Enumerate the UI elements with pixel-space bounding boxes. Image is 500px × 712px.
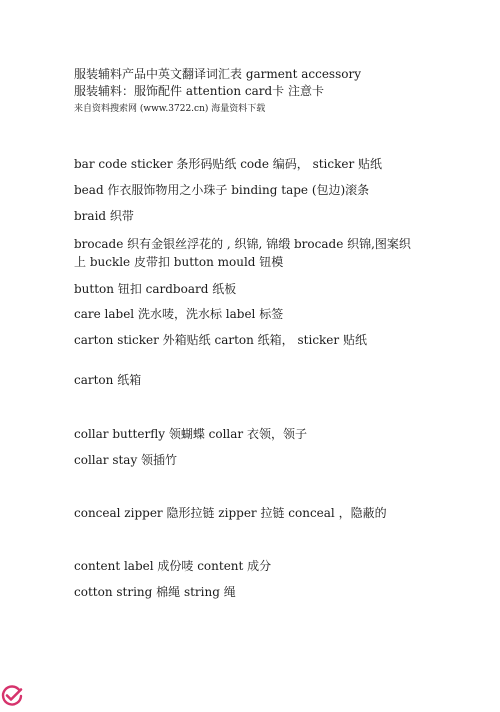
- entry-carton-sticker: carton sticker 外箱贴纸 carton 纸箱， sticker 贴纸: [74, 333, 367, 347]
- entry-braid: braid 织带: [74, 209, 134, 223]
- source-line: 来自资料搜索网 (www.3722.cn) 海量资料下载: [74, 104, 266, 114]
- check-circle-icon: [0, 684, 24, 708]
- entry-bead: bead 作衣服饰物用之小珠子 binding tape (包边)滚条: [74, 183, 370, 197]
- entry-button: button 钮扣 cardboard 纸板: [74, 282, 237, 296]
- entry-carton: carton 纸箱: [74, 373, 142, 387]
- entry-brocade: brocade 织有金银丝浮花的 , 织锦, 锦缎 brocade 织锦,图案织上 buckle 皮带扣 button mould 钮模: [74, 237, 411, 269]
- entry-collar-stay: collar stay 领插竹: [74, 453, 178, 467]
- entry-cotton-string: cotton string 棉绳 string 绳: [74, 585, 236, 599]
- entry-collar-butterfly: collar butterfly 领蝴蝶 collar 衣领，领子: [74, 427, 307, 441]
- document-title-line-2: 服装辅料：服饰配件 attention card卡 注意卡: [74, 84, 324, 98]
- entry-conceal-zipper: conceal zipper 隐形拉链 zipper 拉链 conceal ，隐蔽的: [74, 506, 387, 520]
- entry-care-label: care label 洗水唛，洗水标 label 标签: [74, 307, 284, 321]
- document-title-line-1: 服装辅料产品中英文翻译词汇表 garment accessory: [74, 67, 361, 81]
- entry-bar-code-sticker: bar code sticker 条形码贴纸 code 编码， sticker 贴纸: [74, 157, 383, 171]
- entry-content-label: content label 成份唛 content 成分: [74, 559, 272, 573]
